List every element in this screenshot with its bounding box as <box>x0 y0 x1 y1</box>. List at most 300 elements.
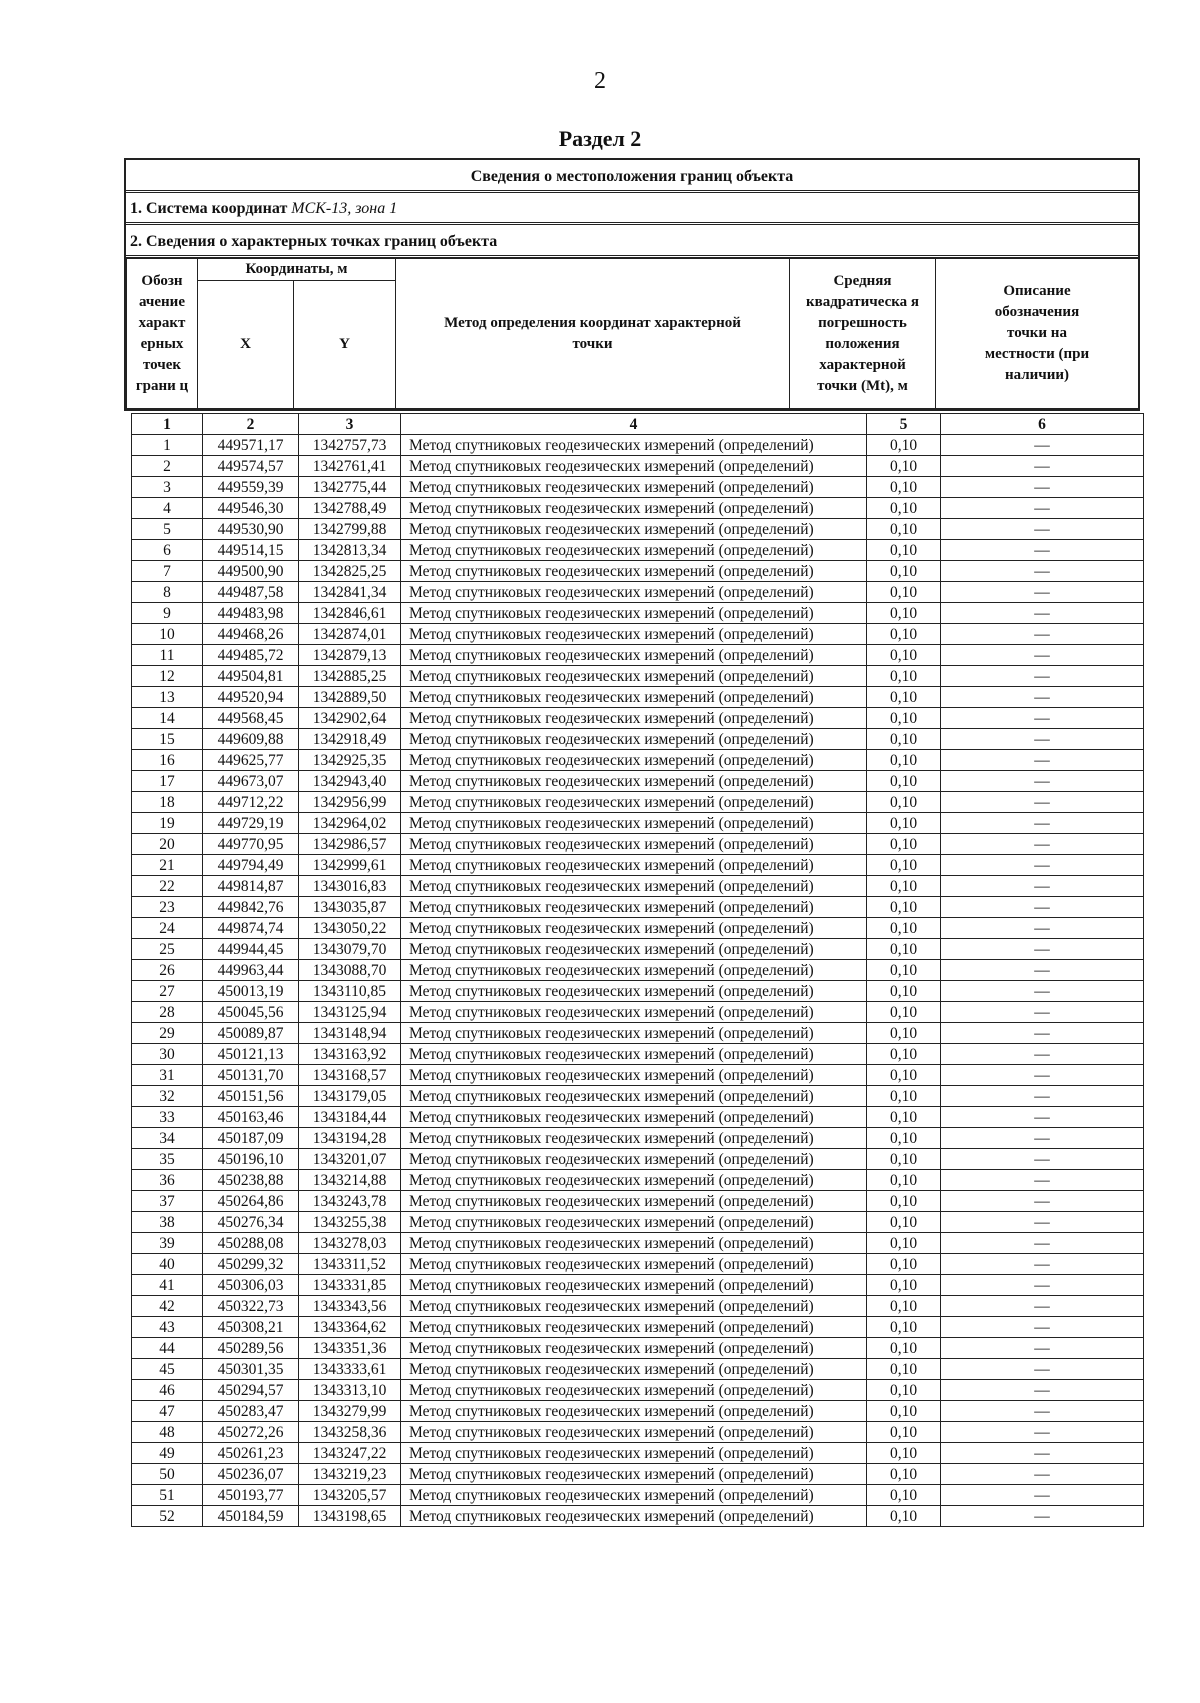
table-row <box>132 1128 1144 1149</box>
description-cell: — <box>941 792 1144 813</box>
coord-y: 1343214,88 <box>299 1170 401 1191</box>
table-row <box>132 960 1144 981</box>
table-row <box>132 1401 1144 1422</box>
description-cell: — <box>941 1149 1144 1170</box>
coord-x: 449483,98 <box>203 603 299 624</box>
method-cell: Метод спутниковых геодезических измерений (определений) <box>401 1464 867 1485</box>
method-cell: Метод спутниковых геодезических измерений (определений) <box>401 960 867 981</box>
description-cell: — <box>941 1317 1144 1338</box>
coord-y: 1343255,38 <box>299 1212 401 1233</box>
point-number: 27 <box>132 981 203 1002</box>
method-cell: Метод спутниковых геодезических измерений (определений) <box>401 1254 867 1275</box>
coord-y: 1342799,88 <box>299 519 401 540</box>
table-row <box>132 1254 1144 1275</box>
description-cell: — <box>941 1296 1144 1317</box>
coord-y: 1342775,44 <box>299 477 401 498</box>
description-cell: — <box>941 729 1144 750</box>
error-cell: 0,10 <box>867 1086 941 1107</box>
description-cell: — <box>941 876 1144 897</box>
description-cell: — <box>941 1506 1144 1527</box>
column-number: 3 <box>299 414 401 435</box>
table-row <box>132 876 1144 897</box>
method-cell: Метод спутниковых геодезических измерений (определений) <box>401 1044 867 1065</box>
table-row <box>132 918 1144 939</box>
error-cell: 0,10 <box>867 1338 941 1359</box>
point-number: 38 <box>132 1212 203 1233</box>
description-cell: — <box>941 1401 1144 1422</box>
point-number: 15 <box>132 729 203 750</box>
description-cell: — <box>941 561 1144 582</box>
description-cell: — <box>941 897 1144 918</box>
table-row <box>132 1086 1144 1107</box>
coord-y: 1342902,64 <box>299 708 401 729</box>
column-number: 2 <box>203 414 299 435</box>
coordinates-table <box>131 413 1144 1527</box>
coord-x: 449842,76 <box>203 897 299 918</box>
coord-x: 449874,74 <box>203 918 299 939</box>
error-cell: 0,10 <box>867 1107 941 1128</box>
table-row <box>132 540 1144 561</box>
description-cell: — <box>941 1002 1144 1023</box>
table-row <box>132 855 1144 876</box>
coord-y: 1342813,34 <box>299 540 401 561</box>
method-cell: Метод спутниковых геодезических измерений (определений) <box>401 687 867 708</box>
description-cell: — <box>941 1086 1144 1107</box>
table-row <box>132 771 1144 792</box>
coord-y: 1342918,49 <box>299 729 401 750</box>
coord-x: 449568,45 <box>203 708 299 729</box>
coord-y: 1342943,40 <box>299 771 401 792</box>
coord-y: 1343247,22 <box>299 1443 401 1464</box>
coord-y: 1342825,25 <box>299 561 401 582</box>
coord-y: 1342874,01 <box>299 624 401 645</box>
table-row <box>132 1380 1144 1401</box>
coordinate-system-label: 1. Система координат <box>130 200 288 217</box>
error-cell: 0,10 <box>867 1128 941 1149</box>
coord-y: 1342841,34 <box>299 582 401 603</box>
coord-y: 1343050,22 <box>299 918 401 939</box>
coord-y: 1342986,57 <box>299 834 401 855</box>
method-cell: Метод спутниковых геодезических измерений (определений) <box>401 624 867 645</box>
error-cell: 0,10 <box>867 1065 941 1086</box>
error-cell: 0,10 <box>867 750 941 771</box>
error-cell: 0,10 <box>867 1443 941 1464</box>
coord-y: 1342757,73 <box>299 435 401 456</box>
description-cell: — <box>941 1128 1144 1149</box>
description-cell: — <box>941 582 1144 603</box>
method-cell: Метод спутниковых геодезических измерений (определений) <box>401 813 867 834</box>
error-cell: 0,10 <box>867 1359 941 1380</box>
point-number: 51 <box>132 1485 203 1506</box>
error-cell: 0,10 <box>867 918 941 939</box>
coord-y: 1342925,35 <box>299 750 401 771</box>
table-row <box>132 813 1144 834</box>
coord-x: 450238,88 <box>203 1170 299 1191</box>
coord-y: 1343198,65 <box>299 1506 401 1527</box>
error-cell: 0,10 <box>867 1296 941 1317</box>
table-row <box>132 519 1144 540</box>
error-cell: 0,10 <box>867 603 941 624</box>
table-row <box>132 687 1144 708</box>
coord-y: 1343016,83 <box>299 876 401 897</box>
description-cell: — <box>941 624 1144 645</box>
coord-y: 1343333,61 <box>299 1359 401 1380</box>
error-cell: 0,10 <box>867 477 941 498</box>
coord-x: 449814,87 <box>203 876 299 897</box>
point-number: 12 <box>132 666 203 687</box>
table-row <box>132 624 1144 645</box>
point-number: 33 <box>132 1107 203 1128</box>
error-cell: 0,10 <box>867 540 941 561</box>
point-number: 30 <box>132 1044 203 1065</box>
error-cell: 0,10 <box>867 792 941 813</box>
table-row <box>132 729 1144 750</box>
error-cell: 0,10 <box>867 1212 941 1233</box>
method-cell: Метод спутниковых геодезических измерений (определений) <box>401 1317 867 1338</box>
coord-y: 1343168,57 <box>299 1065 401 1086</box>
method-cell: Метод спутниковых геодезических измерений (определений) <box>401 1170 867 1191</box>
point-number: 36 <box>132 1170 203 1191</box>
description-cell: — <box>941 939 1144 960</box>
table-row <box>132 1443 1144 1464</box>
coord-x: 449485,72 <box>203 645 299 666</box>
method-cell: Метод спутниковых геодезических измерений (определений) <box>401 918 867 939</box>
description-cell: — <box>941 1023 1144 1044</box>
coord-y: 1343243,78 <box>299 1191 401 1212</box>
point-number: 19 <box>132 813 203 834</box>
description-cell: — <box>941 1380 1144 1401</box>
table-row <box>132 1212 1144 1233</box>
method-cell: Метод спутниковых геодезических измерений (определений) <box>401 750 867 771</box>
table-row <box>132 456 1144 477</box>
method-cell: Метод спутниковых геодезических измерений (определений) <box>401 897 867 918</box>
point-number: 23 <box>132 897 203 918</box>
coord-x: 449963,44 <box>203 960 299 981</box>
point-number: 13 <box>132 687 203 708</box>
coord-x: 449712,22 <box>203 792 299 813</box>
method-cell: Метод спутниковых геодезических измерений (определений) <box>401 1359 867 1380</box>
description-cell: — <box>941 1065 1144 1086</box>
method-cell: Метод спутниковых геодезических измерений (определений) <box>401 708 867 729</box>
table-row <box>132 1023 1144 1044</box>
coord-y: 1343148,94 <box>299 1023 401 1044</box>
coord-y: 1343088,70 <box>299 960 401 981</box>
point-number: 16 <box>132 750 203 771</box>
coord-x: 449770,95 <box>203 834 299 855</box>
coord-x: 450283,47 <box>203 1401 299 1422</box>
point-number: 46 <box>132 1380 203 1401</box>
method-cell: Метод спутниковых геодезических измерений (определений) <box>401 519 867 540</box>
error-cell: 0,10 <box>867 1464 941 1485</box>
error-cell: 0,10 <box>867 1506 941 1527</box>
coord-y: 1342761,41 <box>299 456 401 477</box>
description-cell: — <box>941 834 1144 855</box>
method-cell: Метод спутниковых геодезических измерений (определений) <box>401 729 867 750</box>
description-cell: — <box>941 519 1144 540</box>
method-cell: Метод спутниковых геодезических измерений (определений) <box>401 1422 867 1443</box>
description-cell: — <box>941 1233 1144 1254</box>
table-row <box>132 1464 1144 1485</box>
error-cell: 0,10 <box>867 624 941 645</box>
method-cell: Метод спутниковых геодезических измерений (определений) <box>401 603 867 624</box>
error-cell: 0,10 <box>867 960 941 981</box>
coord-x: 450308,21 <box>203 1317 299 1338</box>
coord-x: 449571,17 <box>203 435 299 456</box>
coord-y: 1343364,62 <box>299 1317 401 1338</box>
coord-x: 450236,07 <box>203 1464 299 1485</box>
column-number: 4 <box>401 414 867 435</box>
coord-y: 1343278,03 <box>299 1233 401 1254</box>
error-cell: 0,10 <box>867 1044 941 1065</box>
error-cell: 0,10 <box>867 645 941 666</box>
error-cell: 0,10 <box>867 498 941 519</box>
table-row <box>132 1359 1144 1380</box>
method-cell: Метод спутниковых геодезических измерений (определений) <box>401 834 867 855</box>
coord-x: 449729,19 <box>203 813 299 834</box>
point-number: 37 <box>132 1191 203 1212</box>
coord-x: 450276,34 <box>203 1212 299 1233</box>
error-cell: 0,10 <box>867 666 941 687</box>
point-number: 3 <box>132 477 203 498</box>
point-number: 50 <box>132 1464 203 1485</box>
method-cell: Метод спутниковых геодезических измерений (определений) <box>401 1191 867 1212</box>
error-cell: 0,10 <box>867 561 941 582</box>
description-cell: — <box>941 1191 1144 1212</box>
method-cell: Метод спутниковых геодезических измерений (определений) <box>401 498 867 519</box>
description-cell: — <box>941 981 1144 1002</box>
coord-y: 1343110,85 <box>299 981 401 1002</box>
method-cell: Метод спутниковых геодезических измерений (определений) <box>401 792 867 813</box>
point-number: 49 <box>132 1443 203 1464</box>
point-number: 29 <box>132 1023 203 1044</box>
page-number: 2 <box>594 68 606 94</box>
column-number: 5 <box>867 414 941 435</box>
coord-x: 449625,77 <box>203 750 299 771</box>
coord-y: 1342879,13 <box>299 645 401 666</box>
table-row <box>132 939 1144 960</box>
table-row <box>132 1506 1144 1527</box>
coord-y: 1343079,70 <box>299 939 401 960</box>
coord-x: 450301,35 <box>203 1359 299 1380</box>
description-cell: — <box>941 477 1144 498</box>
coord-x: 450013,19 <box>203 981 299 1002</box>
error-cell: 0,10 <box>867 729 941 750</box>
error-cell: 0,10 <box>867 855 941 876</box>
coord-x: 449546,30 <box>203 498 299 519</box>
header-x: X <box>198 281 294 409</box>
error-cell: 0,10 <box>867 1275 941 1296</box>
method-cell: Метод спутниковых геодезических измерений (определений) <box>401 981 867 1002</box>
coord-x: 450294,57 <box>203 1380 299 1401</box>
table-row <box>132 981 1144 1002</box>
method-cell: Метод спутниковых геодезических измерений (определений) <box>401 1380 867 1401</box>
coord-x: 450261,23 <box>203 1443 299 1464</box>
coord-y: 1342964,02 <box>299 813 401 834</box>
coord-y: 1343331,85 <box>299 1275 401 1296</box>
table-row <box>132 897 1144 918</box>
description-cell: — <box>941 540 1144 561</box>
coordinate-system-row <box>126 193 1138 225</box>
header-point-designation: Обозн ачение характ ерных точек грани ц <box>127 259 198 409</box>
description-cell: — <box>941 1254 1144 1275</box>
description-cell: — <box>941 666 1144 687</box>
table-row <box>132 1149 1144 1170</box>
table-row <box>132 1338 1144 1359</box>
coord-x: 450299,32 <box>203 1254 299 1275</box>
description-cell: — <box>941 1485 1144 1506</box>
method-cell: Метод спутниковых геодезических измерений (определений) <box>401 1485 867 1506</box>
error-cell: 0,10 <box>867 1170 941 1191</box>
header-method: Метод определения координат характерной точки <box>396 259 790 409</box>
error-cell: 0,10 <box>867 582 941 603</box>
error-cell: 0,10 <box>867 519 941 540</box>
column-number: 1 <box>132 414 203 435</box>
coord-x: 450089,87 <box>203 1023 299 1044</box>
table-row <box>132 603 1144 624</box>
header-coordinates: Координаты, м <box>198 259 396 281</box>
coord-x: 449500,90 <box>203 561 299 582</box>
point-number: 26 <box>132 960 203 981</box>
method-cell: Метод спутниковых геодезических измерений (определений) <box>401 540 867 561</box>
point-number: 48 <box>132 1422 203 1443</box>
coord-y: 1343279,99 <box>299 1401 401 1422</box>
point-number: 22 <box>132 876 203 897</box>
description-cell: — <box>941 918 1144 939</box>
coordinates-table-wrap <box>131 413 1144 1527</box>
point-number: 42 <box>132 1296 203 1317</box>
method-cell: Метод спутниковых геодезических измерений (определений) <box>401 582 867 603</box>
point-number: 2 <box>132 456 203 477</box>
coord-x: 449487,58 <box>203 582 299 603</box>
table-row <box>132 1485 1144 1506</box>
method-cell: Метод спутниковых геодезических измерений (определений) <box>401 435 867 456</box>
error-cell: 0,10 <box>867 1401 941 1422</box>
coordinate-system-value: МСК-13, зона 1 <box>291 200 398 217</box>
coord-x: 450121,13 <box>203 1044 299 1065</box>
coord-y: 1343313,10 <box>299 1380 401 1401</box>
method-cell: Метод спутниковых геодезических измерений (определений) <box>401 855 867 876</box>
error-cell: 0,10 <box>867 1233 941 1254</box>
method-cell: Метод спутниковых геодезических измерений (определений) <box>401 477 867 498</box>
column-number: 6 <box>941 414 1144 435</box>
point-number: 40 <box>132 1254 203 1275</box>
description-cell: — <box>941 1212 1144 1233</box>
table-row <box>132 1170 1144 1191</box>
description-cell: — <box>941 1170 1144 1191</box>
table-row <box>132 1275 1144 1296</box>
description-cell: — <box>941 855 1144 876</box>
point-number: 43 <box>132 1317 203 1338</box>
point-number: 8 <box>132 582 203 603</box>
header-error: Средняя квадратическа я погрешность положения характерной точки (Mt), м <box>790 259 936 409</box>
coord-y: 1342885,25 <box>299 666 401 687</box>
error-cell: 0,10 <box>867 1023 941 1044</box>
boundary-info-frame <box>124 158 1140 411</box>
table-row <box>132 1191 1144 1212</box>
table-row <box>132 477 1144 498</box>
coord-y: 1343311,52 <box>299 1254 401 1275</box>
table-row <box>132 1065 1144 1086</box>
coord-y: 1343258,36 <box>299 1422 401 1443</box>
table-row <box>132 1044 1144 1065</box>
table-row <box>132 750 1144 771</box>
method-cell: Метод спутниковых геодезических измерений (определений) <box>401 1023 867 1044</box>
coord-x: 450187,09 <box>203 1128 299 1149</box>
error-cell: 0,10 <box>867 1149 941 1170</box>
description-cell: — <box>941 1359 1144 1380</box>
table-row <box>132 834 1144 855</box>
coord-x: 449520,94 <box>203 687 299 708</box>
coord-x: 449794,49 <box>203 855 299 876</box>
error-cell: 0,10 <box>867 939 941 960</box>
description-cell: — <box>941 645 1144 666</box>
method-cell: Метод спутниковых геодезических измерений (определений) <box>401 1338 867 1359</box>
method-cell: Метод спутниковых геодезических измерений (определений) <box>401 1107 867 1128</box>
coord-x: 450289,56 <box>203 1338 299 1359</box>
method-cell: Метод спутниковых геодезических измерений (определений) <box>401 1065 867 1086</box>
method-cell: Метод спутниковых геодезических измерений (определений) <box>401 1401 867 1422</box>
coord-y: 1343201,07 <box>299 1149 401 1170</box>
error-cell: 0,10 <box>867 897 941 918</box>
method-cell: Метод спутниковых геодезических измерений (определений) <box>401 771 867 792</box>
method-cell: Метод спутниковых геодезических измерений (определений) <box>401 645 867 666</box>
table-row <box>132 1296 1144 1317</box>
coord-x: 449504,81 <box>203 666 299 687</box>
method-cell: Метод спутниковых геодезических измерений (определений) <box>401 1275 867 1296</box>
error-cell: 0,10 <box>867 981 941 1002</box>
error-cell: 0,10 <box>867 1485 941 1506</box>
description-cell: — <box>941 750 1144 771</box>
coord-y: 1342956,99 <box>299 792 401 813</box>
point-number: 28 <box>132 1002 203 1023</box>
coord-x: 449530,90 <box>203 519 299 540</box>
table-row <box>132 561 1144 582</box>
point-number: 7 <box>132 561 203 582</box>
error-cell: 0,10 <box>867 1380 941 1401</box>
error-cell: 0,10 <box>867 876 941 897</box>
description-cell: — <box>941 708 1144 729</box>
table-header <box>126 258 1139 409</box>
description-cell: — <box>941 813 1144 834</box>
error-cell: 0,10 <box>867 708 941 729</box>
description-cell: — <box>941 1107 1144 1128</box>
point-number: 9 <box>132 603 203 624</box>
coord-y: 1343194,28 <box>299 1128 401 1149</box>
section-title: Раздел 2 <box>558 126 642 151</box>
coord-y: 1343125,94 <box>299 1002 401 1023</box>
description-cell: — <box>941 498 1144 519</box>
table-row <box>132 708 1144 729</box>
header-y: Y <box>294 281 396 409</box>
description-cell: — <box>941 1338 1144 1359</box>
coord-y: 1343035,87 <box>299 897 401 918</box>
table-row <box>132 792 1144 813</box>
coord-x: 449559,39 <box>203 477 299 498</box>
coord-y: 1343184,44 <box>299 1107 401 1128</box>
method-cell: Метод спутниковых геодезических измерений (определений) <box>401 1128 867 1149</box>
point-number: 20 <box>132 834 203 855</box>
point-number: 11 <box>132 645 203 666</box>
error-cell: 0,10 <box>867 1191 941 1212</box>
description-cell: — <box>941 1464 1144 1485</box>
frame-title: Сведения о местоположения границ объекта <box>126 160 1138 193</box>
method-cell: Метод спутниковых геодезических измерений (определений) <box>401 1212 867 1233</box>
coord-y: 1343163,92 <box>299 1044 401 1065</box>
point-number: 47 <box>132 1401 203 1422</box>
table-row <box>132 582 1144 603</box>
point-number: 25 <box>132 939 203 960</box>
coord-x: 449673,07 <box>203 771 299 792</box>
